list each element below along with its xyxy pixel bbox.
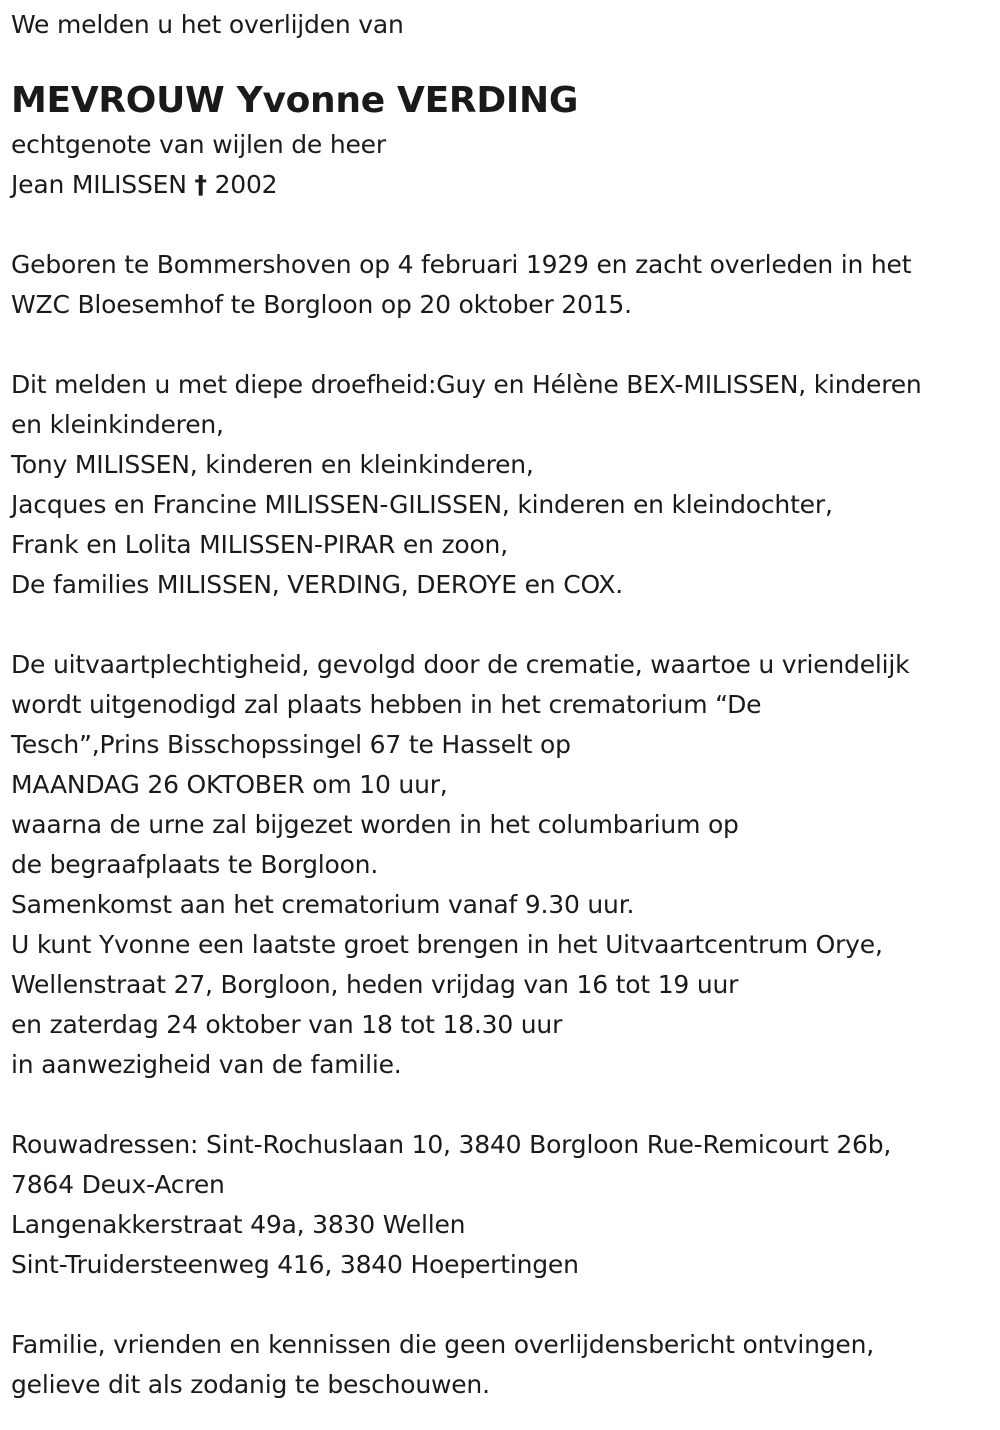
spouse-death-year: 2002 xyxy=(214,170,278,199)
paragraph-line: 7864 Deux-Acren xyxy=(11,1170,225,1199)
paragraph-line: Tesch”,Prins Bisschopssingel 67 te Hasselt op xyxy=(11,730,571,759)
paragraph-line: U kunt Yvonne een laatste groet brengen in het Uitvaartcentrum Orye, xyxy=(11,930,883,959)
cross-icon: † xyxy=(194,170,207,199)
family-paragraph xyxy=(11,365,996,605)
paragraph-line: in aanwezigheid van de familie. xyxy=(11,1050,402,1079)
paragraph-line: Familie, vrienden en kennissen die geen overlijdensbericht ontvingen, xyxy=(11,1330,875,1359)
deceased-name: MEVROUW Yvonne VERDING xyxy=(11,80,579,121)
paragraph-line: Geboren te Bommershoven op 4 februari 1929 en zacht overleden in het xyxy=(11,250,912,279)
paragraph-line: De families MILISSEN, VERDING, DEROYE en COX. xyxy=(11,570,623,599)
paragraph-line: Wellenstraat 27, Borgloon, heden vrijdag van 16 tot 19 uur xyxy=(11,970,739,999)
spacer xyxy=(11,325,996,365)
paragraph-line: Dit melden u met diepe droefheid:Guy en Hélène BEX-MILISSEN, kinderen xyxy=(11,370,922,399)
spacer xyxy=(11,605,996,645)
paragraph-line: De uitvaartplechtigheid, gevolgd door de crematie, waartoe u vriendelijk xyxy=(11,650,910,679)
paragraph-line: wordt uitgenodigd zal plaats hebben in het crematorium “De xyxy=(11,690,762,719)
intro-text: We melden u het overlijden van xyxy=(11,10,404,39)
spouse-name: Jean MILISSEN xyxy=(11,170,187,199)
spacer xyxy=(11,205,996,245)
spouse-name-line xyxy=(11,165,996,205)
closing-paragraph xyxy=(11,1325,996,1405)
paragraph-line: Tony MILISSEN, kinderen en kleinkinderen, xyxy=(11,450,534,479)
paragraph-line: de begraafplaats te Borgloon. xyxy=(11,850,379,879)
paragraph-line: waarna de urne zal bijgezet worden in het columbarium op xyxy=(11,810,739,839)
ceremony-paragraph xyxy=(11,645,996,1085)
paragraph-line: Samenkomst aan het crematorium vanaf 9.30 uur. xyxy=(11,890,635,919)
spacer xyxy=(11,1085,996,1125)
paragraph-line: en zaterdag 24 oktober van 18 tot 18.30 uur xyxy=(11,1010,563,1039)
paragraph-line: Langenakkerstraat 49a, 3830 Wellen xyxy=(11,1210,466,1239)
addresses-paragraph xyxy=(11,1125,996,1285)
paragraph-line: MAANDAG 26 OKTOBER om 10 uur, xyxy=(11,770,448,799)
birth-death-paragraph xyxy=(11,245,996,325)
paragraph-line: Frank en Lolita MILISSEN-PIRAR en zoon, xyxy=(11,530,508,559)
paragraph-line: en kleinkinderen, xyxy=(11,410,224,439)
paragraph-line: Rouwadressen: Sint-Rochuslaan 10, 3840 Borgloon Rue-Remicourt 26b, xyxy=(11,1130,892,1159)
paragraph-line: Sint-Truidersteenweg 416, 3840 Hoepertingen xyxy=(11,1250,579,1279)
paragraph-line: gelieve dit als zodanig te beschouwen. xyxy=(11,1370,490,1399)
paragraph-line: Jacques en Francine MILISSEN-GILISSEN, kinderen en kleindochter, xyxy=(11,490,833,519)
paragraph-line: WZC Bloesemhof te Borgloon op 20 oktober 2015. xyxy=(11,290,632,319)
spacer xyxy=(11,1285,996,1325)
obituary-notice xyxy=(11,5,996,1405)
spouse-line: echtgenote van wijlen de heer xyxy=(11,130,386,159)
